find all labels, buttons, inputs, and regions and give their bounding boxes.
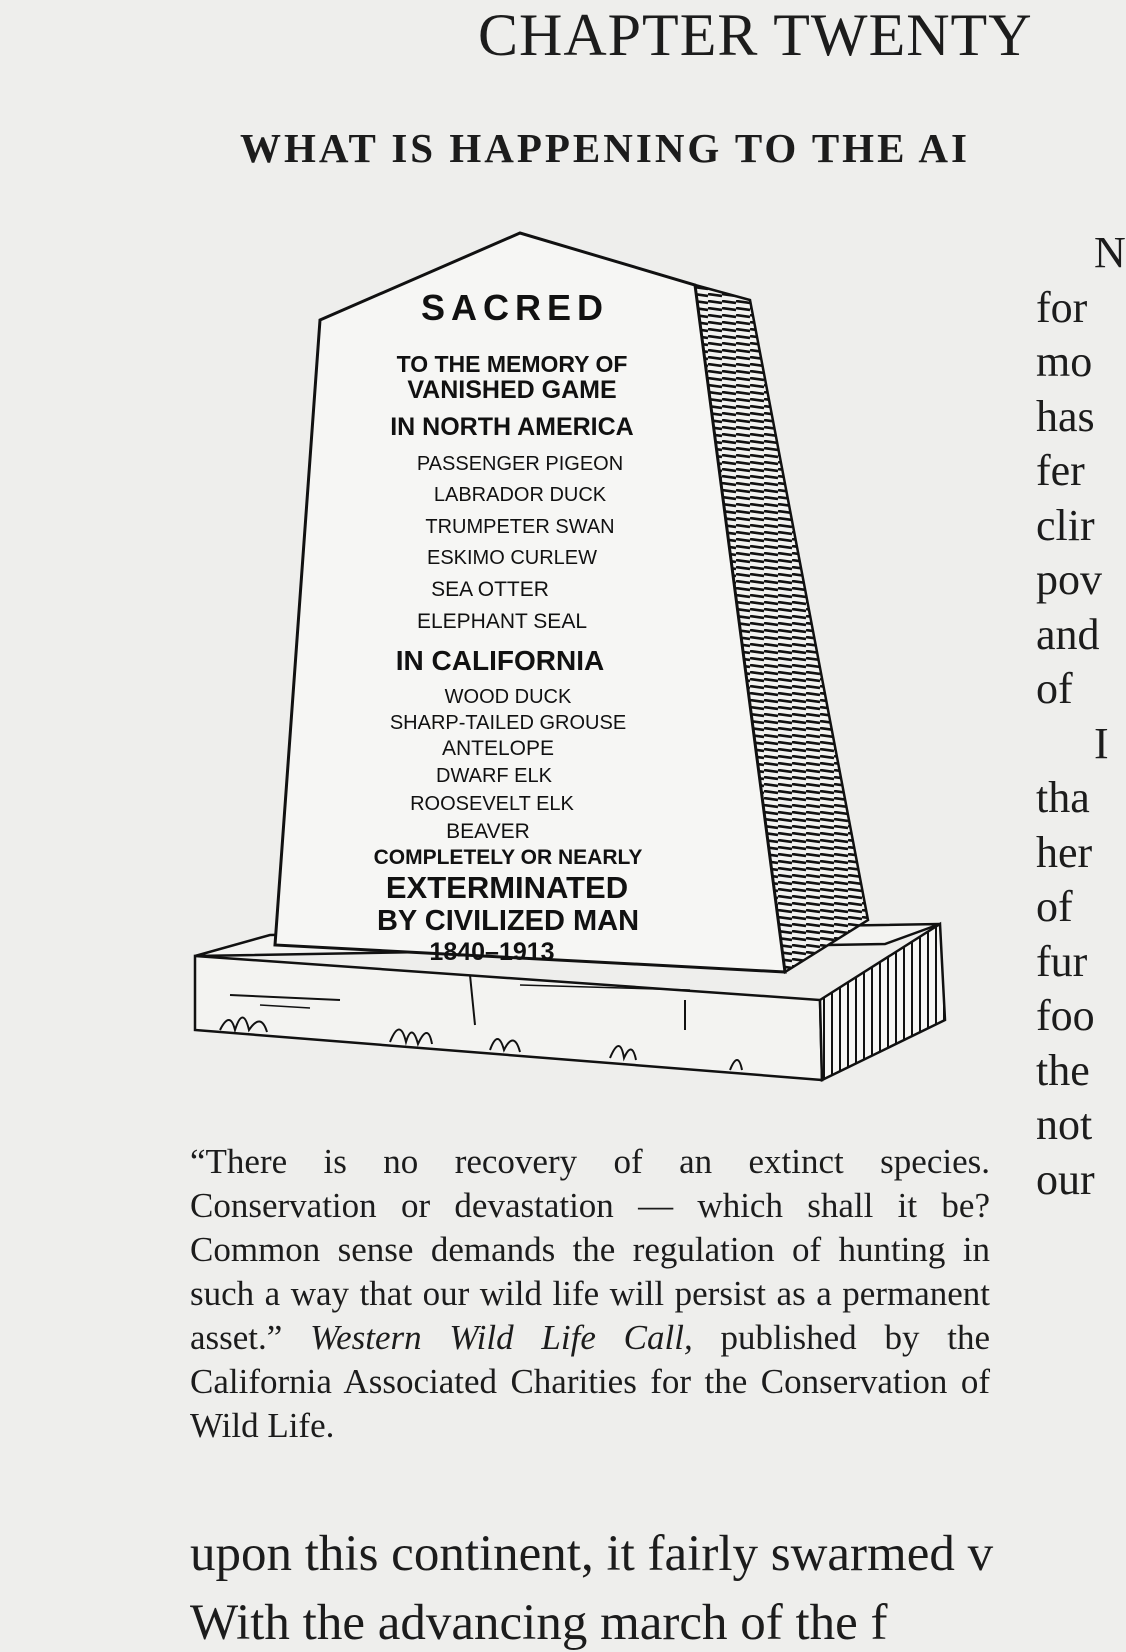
right-column-line: I	[1094, 718, 1109, 768]
right-column-line: her	[1036, 827, 1093, 877]
monument-illustration	[190, 230, 990, 1110]
right-column-line: pov	[1036, 555, 1102, 604]
monument-species: TRUMPETER SWAN	[425, 516, 615, 538]
monument-exterminated: EXTERMINATED	[385, 870, 629, 905]
monument-california-heading: IN CALIFORNIA	[395, 645, 605, 676]
right-column-line: fur	[1036, 936, 1088, 986]
monument-by-civilized-man: BY CIVILIZED MAN	[376, 905, 640, 937]
illustration-caption	[190, 1140, 990, 1448]
chapter-subtitle: WHAT IS HAPPENING TO THE AI	[240, 125, 970, 171]
right-column-line: foo	[1036, 991, 1095, 1040]
caption-quote: “There is no recovery of an extinct species. Conservation or devastation — which shall it be? Common sense demands the regulation of hunting in such a way that our wild life will persist as a permanent asset.”	[190, 1142, 990, 1357]
monument-species: ROOSEVELT ELK	[410, 793, 574, 815]
right-column-line: of	[1036, 882, 1073, 931]
right-column-line: N	[1094, 228, 1126, 277]
right-column-line: of	[1036, 664, 1073, 713]
monument-species: PASSENGER PIGEON	[416, 453, 624, 475]
right-column-line: clir	[1036, 500, 1095, 550]
right-column-text	[1036, 226, 1126, 1207]
monument-species: DWARF ELK	[436, 765, 552, 787]
body-text-line: upon this continent, it fairly swarmed v	[190, 1526, 994, 1582]
right-column-line: and	[1036, 609, 1100, 659]
monument-completely: COMPLETELY OR NEARLY	[373, 846, 643, 869]
monument-years: 1840–1913	[429, 938, 555, 966]
monument-sacred: SACRED	[420, 287, 610, 328]
right-column-line: for	[1036, 282, 1088, 332]
right-column-line: mo	[1036, 337, 1093, 386]
monument-dedication-line: VANISHED GAME	[407, 376, 617, 404]
monument-species: ELEPHANT SEAL	[416, 610, 588, 633]
right-column-line: has	[1036, 391, 1095, 441]
right-column-line: our	[1036, 1154, 1095, 1204]
monument-species: SEA OTTER	[431, 578, 549, 601]
body-text-line-cut: With the advancing march of the f	[190, 1595, 888, 1651]
caption-source-title: Western Wild Life Call,	[310, 1318, 693, 1357]
monument-species: ESKIMO CURLEW	[426, 547, 598, 569]
caption-source-detail: published by the California Associated Charities for the Conservation of Wild Life.	[190, 1318, 991, 1445]
monument-species: ANTELOPE	[441, 737, 555, 760]
monument-dedication-line: IN NORTH AMERICA	[390, 413, 634, 441]
right-column-line: not	[1036, 1100, 1093, 1149]
monument-species: WOOD DUCK	[444, 686, 572, 708]
right-column-line: fer	[1036, 446, 1085, 495]
monument-species: BEAVER	[446, 820, 530, 843]
right-column-line: the	[1036, 1045, 1090, 1095]
chapter-title: CHAPTER TWENTY	[478, 2, 1033, 68]
monument-species: SHARP-TAILED GROUSE	[389, 712, 627, 734]
monument-species: LABRADOR DUCK	[433, 484, 607, 506]
monument-dedication-line: TO THE MEMORY OF	[396, 351, 628, 377]
right-column-line: tha	[1036, 773, 1090, 822]
